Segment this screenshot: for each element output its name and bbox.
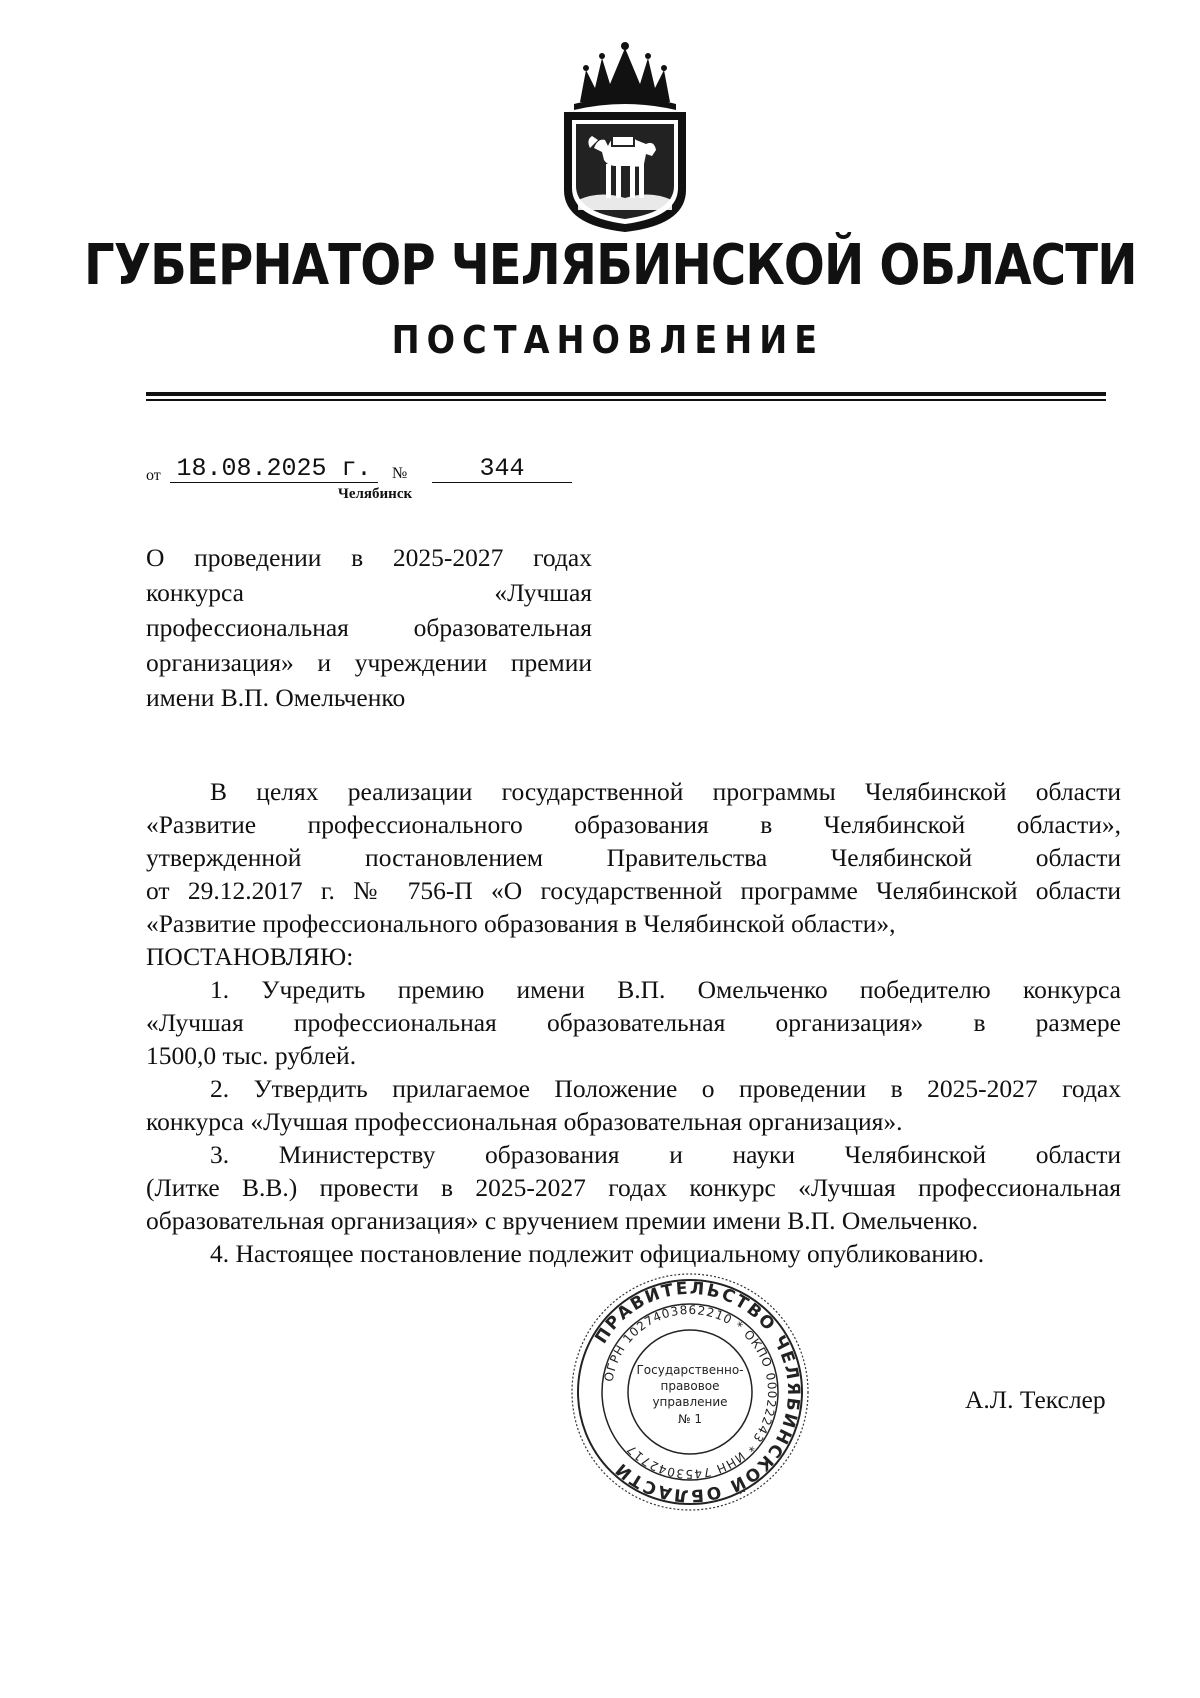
item-3-line: 3. Министерству образования и науки Челябинской области xyxy=(210,1140,1121,1169)
preamble-line: «Развитие профессионального образования в Челябинской области», xyxy=(146,909,896,938)
subject-line: организация» и учреждении премии xyxy=(146,648,592,677)
preamble-line: «Развитие профессионального образования в Челябинской области», xyxy=(146,810,1121,839)
header-rule-thick xyxy=(146,392,1106,396)
item-2-line: конкурса «Лучшая профессиональная образовательная организация». xyxy=(146,1107,903,1136)
decree-word: ПОСТАНОВЛЯЮ: xyxy=(146,942,354,971)
city-name: Челябинск xyxy=(337,486,413,502)
decree-subject xyxy=(146,540,592,715)
number-label: № xyxy=(392,465,408,482)
stamp-outer-text: ПРАВИТЕЛЬСТВО ЧЕЛЯБИНСКОЙ ОБЛАСТИ xyxy=(591,1278,804,1506)
coat-of-arms-emblem xyxy=(550,40,700,235)
stamp-inner-text: ОГРН 1027403862210 * ОКПО 00022243 * ИНН 7453042717 xyxy=(601,1302,780,1482)
decree-number: 344 xyxy=(432,455,572,483)
subject-line: профессиональная образовательная xyxy=(146,613,592,642)
item-1-line: 1500,0 тыс. рублей. xyxy=(146,1041,357,1070)
subject-line: имени В.П. Омельченко xyxy=(146,683,406,712)
signatory-name: А.Л. Текслер xyxy=(965,1385,1106,1414)
item-1-line: «Лучшая профессиональная образовательная организация» в размере xyxy=(146,1008,1121,1037)
header-rule-thin xyxy=(146,399,1106,401)
date-number-line xyxy=(146,455,646,485)
item-3-line: образовательная организация» с вручением премии имени В.П. Омельченко. xyxy=(146,1206,979,1235)
decree-body xyxy=(146,775,1121,1270)
issuer-title: ГУБЕРНАТОР ЧЕЛЯБИНСКОЙ ОБЛАСТИ xyxy=(84,233,1137,298)
decree-date: 18.08.2025 г. xyxy=(170,455,378,483)
preamble-line: В целях реализации государственной программы Челябинской области xyxy=(210,777,1121,806)
from-label: от xyxy=(146,467,161,484)
stamp-center-line: № 1 xyxy=(678,1412,702,1426)
item-2-line: 2. Утвердить прилагаемое Положение о проведении в 2025-2027 годах xyxy=(210,1074,1121,1103)
stamp-center-line: Государственно- xyxy=(636,1363,744,1377)
stamp-center-line: правовое xyxy=(660,1379,720,1393)
document-type: ПОСТАНОВЛЕНИЕ xyxy=(391,318,825,362)
item-4: 4. Настоящее постановление подлежит официальному опубликованию. xyxy=(210,1239,985,1268)
stamp-center-line: управление xyxy=(652,1395,728,1409)
item-1-line: 1. Учредить премию имени В.П. Омельченко победителю конкурса xyxy=(210,975,1121,1004)
subject-line: О проведении в 2025-2027 годах xyxy=(146,543,592,572)
official-stamp xyxy=(565,1270,815,1515)
preamble-line: от 29.12.2017 г. № 756-П «О государственной программе Челябинской области xyxy=(146,876,1121,905)
subject-line: конкурса «Лучшая xyxy=(146,578,592,607)
preamble-line: утвержденной постановлением Правительства Челябинской области xyxy=(146,843,1121,872)
item-3-line: (Литке В.В.) провести в 2025-2027 годах конкурс «Лучшая профессиональная xyxy=(146,1173,1121,1202)
